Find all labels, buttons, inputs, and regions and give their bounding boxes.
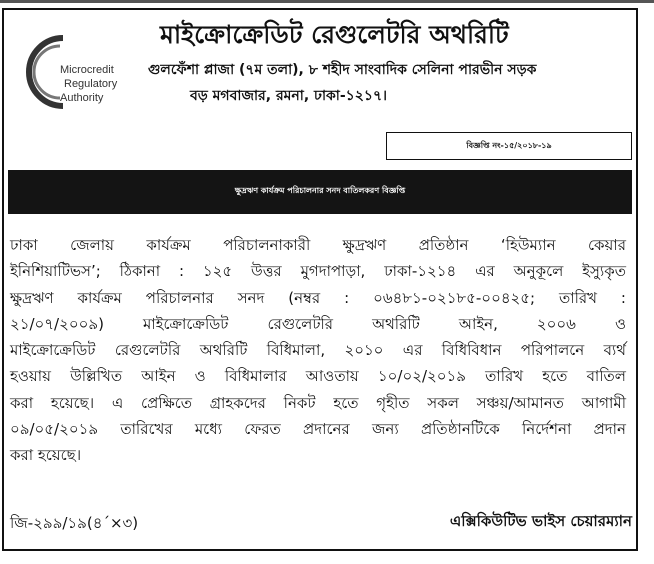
body-line: করা হয়েছে। এ প্রেক্ষিতে গ্রাহকদের নিকট হতে গৃহীত সকল সঞ্চয়/আমানত আগামী [10,393,626,412]
signatory-title: এক্সিকিউটিভ ভাইস চেয়ারম্যান [449,512,632,530]
notice-body [10,232,626,469]
body-line: মাইক্রোক্রেডিট রেগুলেটরি অথরিটি বিধিমালা, ২০১০ এর বিধিবিধান পরিপালনে ব্যর্থ [10,341,626,360]
reference-code: জি-২৯৯/১৯(৪´×৩) [10,514,139,532]
address-line-1: গুলফেঁশা প্লাজা (৭ম তলা), ৮ শহীদ সাংবাদিক সেলিনা পারভীন সড়ক [148,62,537,78]
body-line: ক্ষুদ্রঋণ কার্যক্রম পরিচালনার সনদ (নম্বর : ০৬৪৮১-০২১৮৫-০০৪২৫; তারিখ : [10,288,626,307]
logo-text-line3: Authority [60,92,104,104]
body-line: ঢাকা জেলায় কার্যক্রম পরিচালনাকারী ক্ষুদ্রঋণ প্রতিষ্ঠান ‘হিউম্যান কেয়ার [10,236,626,254]
body-line: ইনিশিয়াটিভস’; ঠিকানা : ১২৫ উত্তর মুগদাপাড়া, ঢাকা-১২১৪ এর অনুকূলে ইস্যুকৃত [10,262,626,281]
top-rule [0,0,654,3]
logo-text-line1: Microcredit [60,64,114,76]
address-line-2: বড় মগবাজার, রমনা, ঢাকা-১২১৭। [190,88,388,104]
notice-headline: ক্ষুদ্রঋণ কার্যক্রম পরিচালনার সনদ বাতিলকরণ বিজ্ঞপ্তি [8,170,632,214]
body-line: ০৯/০৫/২০১৯ তারিখের মধ্যে ফেরত প্রদানের জন্য প্রতিষ্ঠানটিকে নির্দেশনা প্রদান [10,420,626,439]
mra-logo [8,28,118,112]
body-line: হওয়ায় উল্লিখিত আইন ও বিধিমালার আওতায় ১০/০২/২০১৯ তারিখ হতে বাতিল [10,367,626,386]
organization-name: মাইক্রোক্রেডিট রেগুলেটরি অথরিটি [160,20,509,49]
body-line: করা হয়েছে। [10,446,82,465]
body-line: ২১/০৭/২০০৯) মাইক্রোক্রেডিট রেগুলেটরি অথরিটি আইন, ২০০৬ ও [10,314,626,333]
logo-text-line2: Regulatory [64,78,118,90]
notice-number: বিজ্ঞপ্তি নং-১৫/২০১৮-১৯ [386,132,632,160]
